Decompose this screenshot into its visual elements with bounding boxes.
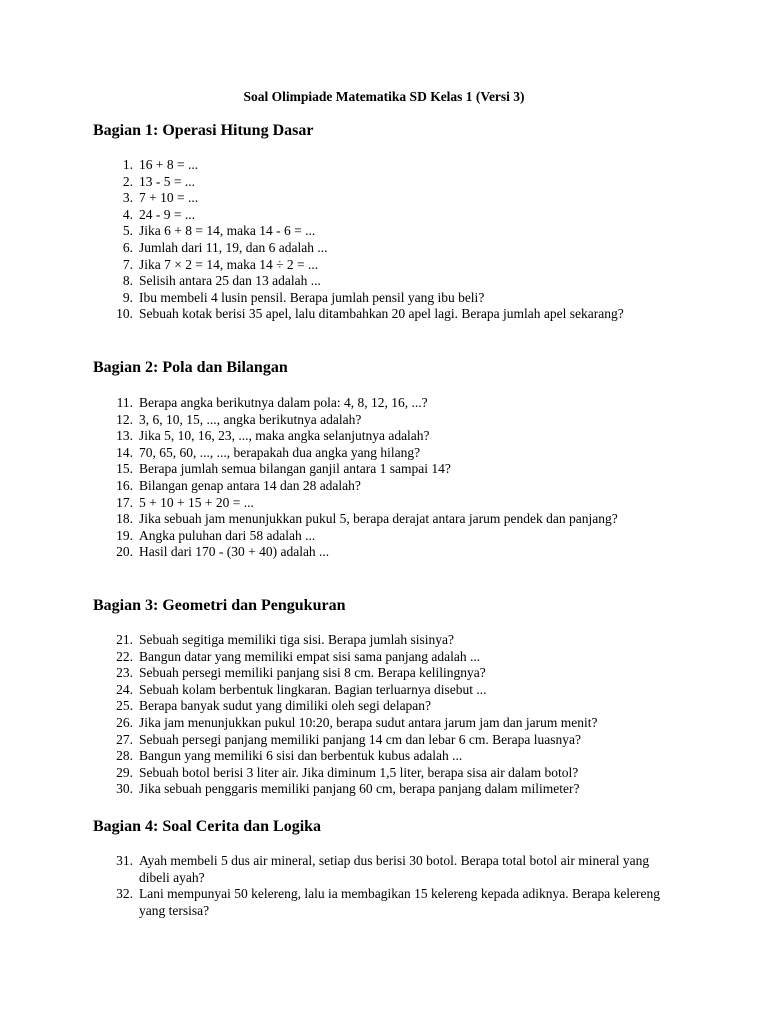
question-text: Ibu membeli 4 lusin pensil. Berapa jumlah pensil yang ibu beli? — [139, 289, 485, 305]
question-item — [0, 528, 768, 545]
question-number: 2. — [122, 173, 133, 189]
section-heading-3: Bagian 3: Geometri dan Pengukuran — [93, 597, 346, 614]
question-text: Ayah membeli 5 dus air mineral, setiap dus berisi 30 botol. Berapa total botol air mineral yang dibeli ayah? — [139, 853, 650, 885]
question-item — [0, 478, 768, 495]
question-number: 18. — [116, 511, 133, 527]
question-number: 3. — [122, 190, 133, 206]
question-item — [0, 748, 768, 765]
question-number: 17. — [116, 494, 133, 510]
question-text: Sebuah persegi memiliki panjang sisi 8 cm. Berapa kelilingnya? — [139, 665, 486, 681]
question-text: Lani mempunyai 50 kelereng, lalu ia membagikan 15 kelereng kepada adiknya. Berapa kelereng yang tersisa? — [139, 886, 661, 918]
question-text: Sebuah kotak berisi 35 apel, lalu ditambahkan 20 apel lagi. Berapa jumlah apel sekarang? — [139, 306, 624, 322]
question-number: 8. — [122, 273, 133, 289]
question-number: 15. — [116, 461, 133, 477]
question-item — [0, 781, 768, 798]
question-number: 29. — [116, 764, 133, 780]
question-list-4 — [0, 853, 768, 919]
question-number: 9. — [122, 289, 133, 305]
question-item — [0, 461, 768, 478]
question-item — [0, 765, 768, 782]
question-text: Jika 5, 10, 16, 23, ..., maka angka selanjutnya adalah? — [139, 428, 430, 444]
question-number: 6. — [122, 239, 133, 255]
question-number: 1. — [122, 157, 133, 172]
question-text: Jika jam menunjukkan pukul 10:20, berapa sudut antara jarum jam dan jarum menit? — [139, 714, 598, 730]
question-text: 70, 65, 60, ..., ..., berapakah dua angka yang hilang? — [139, 444, 421, 460]
question-number: 25. — [116, 698, 133, 714]
question-item — [0, 273, 768, 290]
question-item — [0, 511, 768, 528]
question-text: Selisih antara 25 dan 13 adalah ... — [139, 273, 321, 289]
question-text: 13 - 5 = ... — [139, 173, 195, 189]
question-item — [0, 649, 768, 666]
section-heading-2: Bagian 2: Pola dan Bilangan — [93, 359, 288, 376]
question-number: 10. — [116, 306, 133, 322]
question-number: 22. — [116, 648, 133, 664]
question-number: 26. — [116, 714, 133, 730]
question-text: 24 - 9 = ... — [139, 206, 195, 222]
question-item — [0, 632, 768, 649]
question-item — [0, 240, 768, 257]
question-item — [0, 174, 768, 191]
question-item — [0, 207, 768, 224]
question-item — [0, 290, 768, 307]
question-item — [0, 412, 768, 429]
question-item — [0, 157, 768, 174]
document-title: Soal Olimpiade Matematika SD Kelas 1 (Versi 3) — [243, 89, 525, 104]
question-number: 32. — [116, 886, 133, 902]
question-text: Jumlah dari 11, 19, dan 6 adalah ... — [139, 239, 328, 255]
question-number: 7. — [122, 256, 133, 272]
question-item — [0, 445, 768, 462]
question-text: 5 + 10 + 15 + 20 = ... — [139, 494, 254, 510]
question-number: 31. — [116, 853, 133, 868]
question-text: Sebuah persegi panjang memiliki panjang 14 cm dan lebar 6 cm. Berapa luasnya? — [139, 731, 581, 747]
question-list-2 — [0, 395, 768, 561]
question-text: Berapa angka berikutnya dalam pola: 4, 8, 12, 16, ...? — [139, 395, 428, 410]
question-number: 16. — [116, 477, 133, 493]
question-text: Sebuah segitiga memiliki tiga sisi. Berapa jumlah sisinya? — [139, 632, 454, 647]
question-text: Angka puluhan dari 58 adalah ... — [139, 527, 316, 543]
question-text: Jika 7 × 2 = 14, maka 14 ÷ 2 = ... — [139, 256, 319, 272]
question-number: 11. — [116, 395, 133, 410]
question-item — [0, 682, 768, 699]
question-number: 5. — [122, 223, 133, 239]
question-text: Hasil dari 170 - (30 + 40) adalah ... — [139, 544, 330, 560]
question-item — [0, 395, 768, 412]
question-text: Bangun yang memiliki 6 sisi dan berbentuk kubus adalah ... — [139, 748, 463, 764]
question-text: Jika sebuah jam menunjukkan pukul 5, berapa derajat antara jarum pendek dan panjang? — [139, 511, 618, 527]
question-number: 13. — [116, 428, 133, 444]
question-item — [0, 306, 768, 323]
question-text: Berapa banyak sudut yang dimiliki oleh segi delapan? — [139, 698, 432, 714]
question-number: 14. — [116, 444, 133, 460]
question-number: 27. — [116, 731, 133, 747]
question-number: 23. — [116, 665, 133, 681]
question-number: 28. — [116, 748, 133, 764]
question-list-3 — [0, 632, 768, 798]
question-item — [0, 190, 768, 207]
question-text: Jika sebuah penggaris memiliki panjang 60 cm, berapa panjang dalam milimeter? — [139, 781, 580, 797]
question-number: 19. — [116, 527, 133, 543]
question-item — [0, 886, 768, 919]
question-item — [0, 428, 768, 445]
question-text: 3, 6, 10, 15, ..., angka berikutnya adalah? — [139, 411, 362, 427]
question-text: Sebuah botol berisi 3 liter air. Jika diminum 1,5 liter, berapa sisa air dalam botol? — [139, 764, 579, 780]
question-item — [0, 495, 768, 512]
question-item — [0, 257, 768, 274]
question-item — [0, 665, 768, 682]
question-item — [0, 853, 768, 886]
question-number: 4. — [122, 206, 133, 222]
question-text: Sebuah kolam berbentuk lingkaran. Bagian terluarnya disebut ... — [139, 681, 487, 697]
question-number: 12. — [116, 411, 133, 427]
question-text: 16 + 8 = ... — [139, 157, 199, 172]
question-number: 20. — [116, 544, 133, 560]
question-number: 24. — [116, 681, 133, 697]
question-item — [0, 732, 768, 749]
question-item — [0, 715, 768, 732]
question-text: Berapa jumlah semua bilangan ganjil antara 1 sampai 14? — [139, 461, 451, 477]
section-heading-4: Bagian 4: Soal Cerita dan Logika — [93, 818, 322, 835]
question-list-1 — [0, 157, 768, 323]
section-heading-1: Bagian 1: Operasi Hitung Dasar — [93, 122, 314, 139]
question-number: 21. — [116, 632, 133, 647]
question-text: 7 + 10 = ... — [139, 190, 199, 206]
question-item — [0, 223, 768, 240]
question-number: 30. — [116, 781, 133, 797]
question-item — [0, 544, 768, 561]
question-text: Bilangan genap antara 14 dan 28 adalah? — [139, 477, 361, 493]
question-text: Jika 6 + 8 = 14, maka 14 - 6 = ... — [139, 223, 316, 239]
question-text: Bangun datar yang memiliki empat sisi sama panjang adalah ... — [139, 648, 481, 664]
question-item — [0, 698, 768, 715]
